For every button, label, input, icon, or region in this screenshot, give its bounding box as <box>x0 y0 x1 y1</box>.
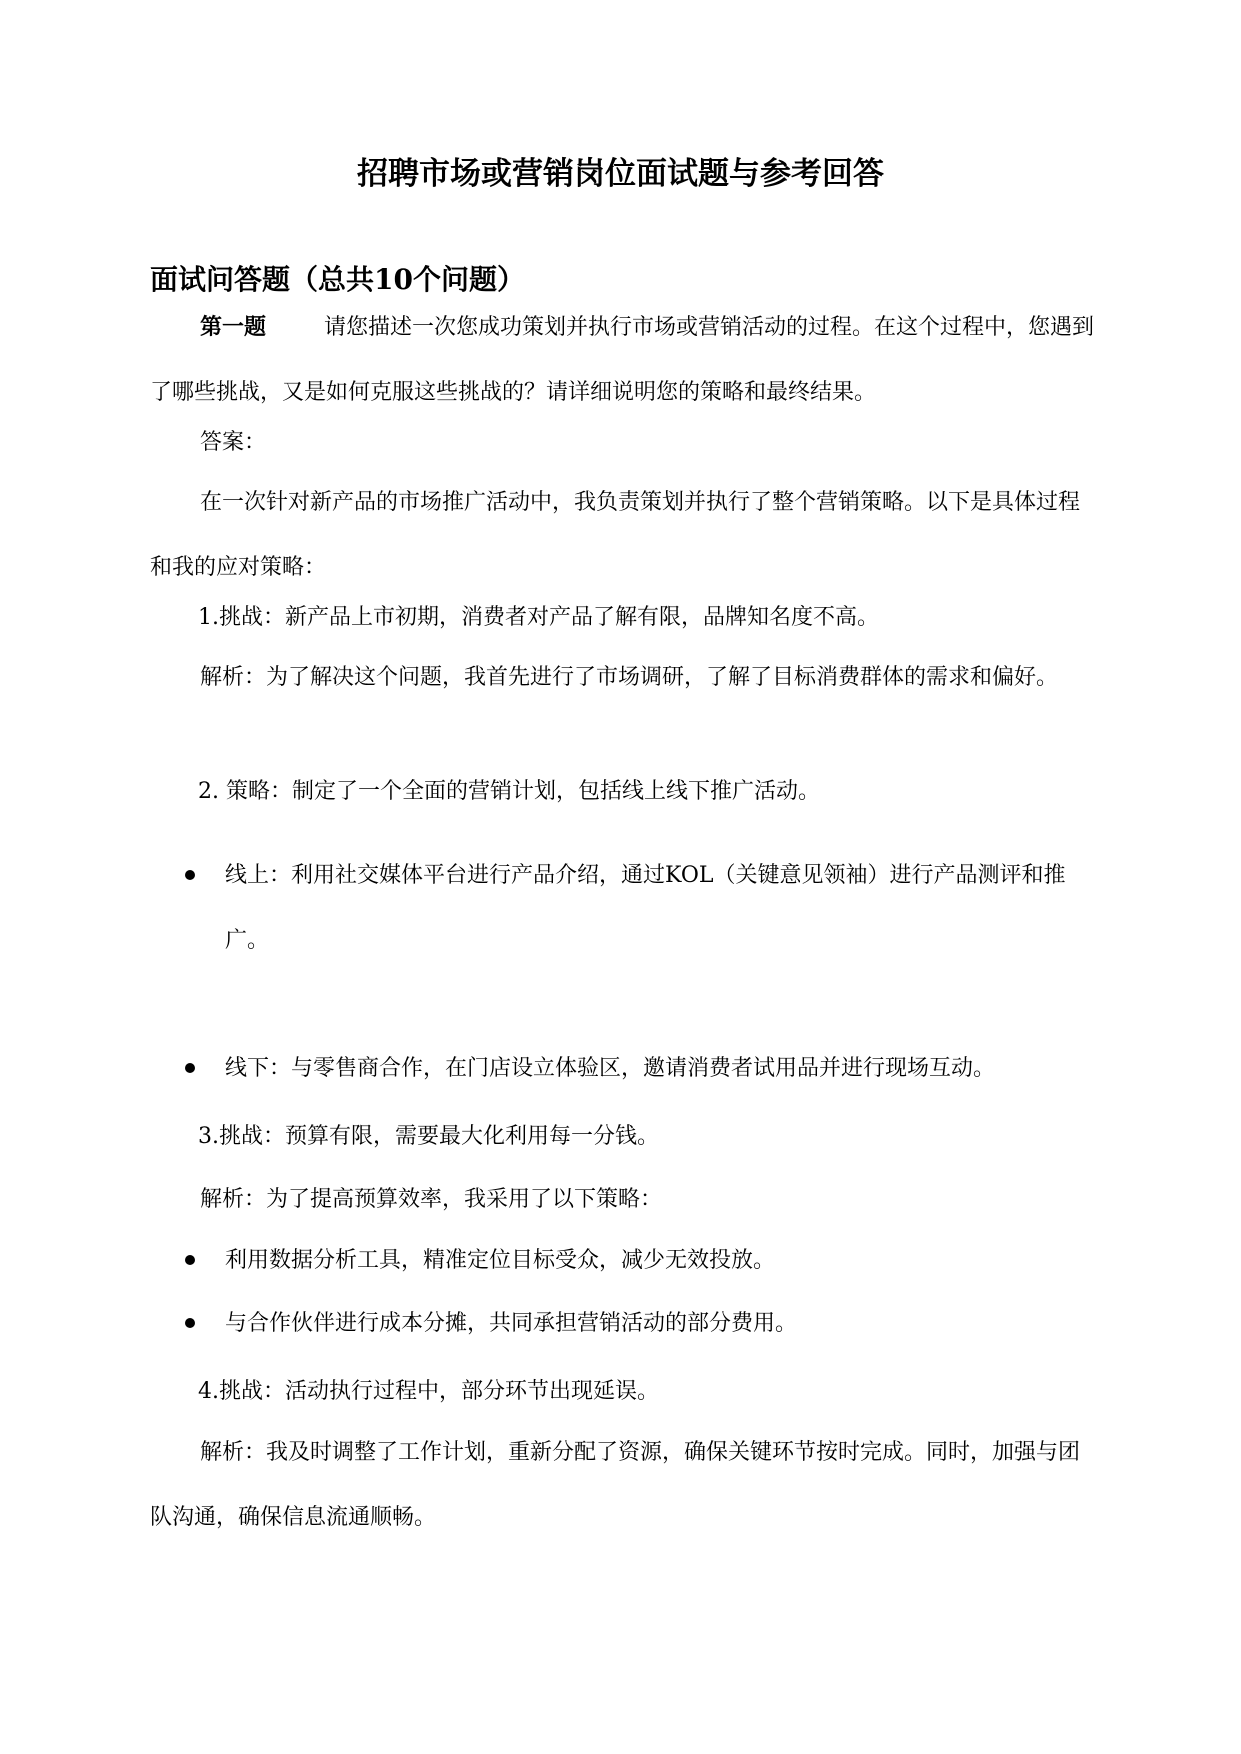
bullet-data-tools: 利用数据分析工具，精准定位目标受众，减少无效投放。 <box>225 1248 776 1273</box>
analysis-4: 解析：我及时调整了工作计划，重新分配了资源，确保关键环节按时完成。同时，加强与团队沟通，确保信息流通顺畅。 <box>150 1440 1081 1530</box>
question-1-label: 第一题 <box>200 315 267 340</box>
section-heading: 面试问答题（总共10个问题） <box>150 263 525 296</box>
bullet-online: 线上：利用社交媒体平台进行产品介绍，通过KOL（关键意见领袖）进行产品测评和推广。 <box>225 863 1066 953</box>
question-1-text: 请您描述一次您成功策划并执行市场或营销活动的过程。在这个过程中，您遇到了哪些挑战，又是如何克服这些挑战的？请详细说明您的策略和最终结果。 <box>150 315 1095 405</box>
strategy-2: 2. 策略：制定了一个全面的营销计划，包括线上线下推广活动。 <box>198 779 820 804</box>
bullet-marker <box>185 1318 195 1328</box>
answer-intro: 在一次针对新产品的市场推广活动中，我负责策划并执行了整个营销策略。以下是具体过程和我的应对策略： <box>150 490 1081 580</box>
bullet-marker <box>185 870 195 880</box>
challenge-3: 3.挑战：预算有限，需要最大化利用每一分钱。 <box>198 1124 659 1149</box>
bullet-marker <box>185 1255 195 1265</box>
analysis-3: 解析：为了提高预算效率，我采用了以下策略： <box>200 1187 663 1212</box>
challenge-1: 1.挑战：新产品上市初期，消费者对产品了解有限，品牌知名度不高。 <box>198 605 879 630</box>
answer-label: 答案： <box>200 430 267 455</box>
bullet-cost-sharing: 与合作伙伴进行成本分摊，共同承担营销活动的部分费用。 <box>225 1311 798 1336</box>
question-1 <box>150 295 1100 425</box>
challenge-4: 4.挑战：活动执行过程中，部分环节出现延误。 <box>198 1379 659 1404</box>
document-title: 招聘市场或营销岗位面试题与参考回答 <box>357 156 884 192</box>
analysis-1: 解析：为了解决这个问题，我首先进行了市场调研，了解了目标消费群体的需求和偏好。 <box>200 665 1059 690</box>
bullet-marker <box>185 1063 195 1073</box>
bullet-offline: 线下：与零售商合作，在门店设立体验区，邀请消费者试用品并进行现场互动。 <box>225 1056 996 1081</box>
